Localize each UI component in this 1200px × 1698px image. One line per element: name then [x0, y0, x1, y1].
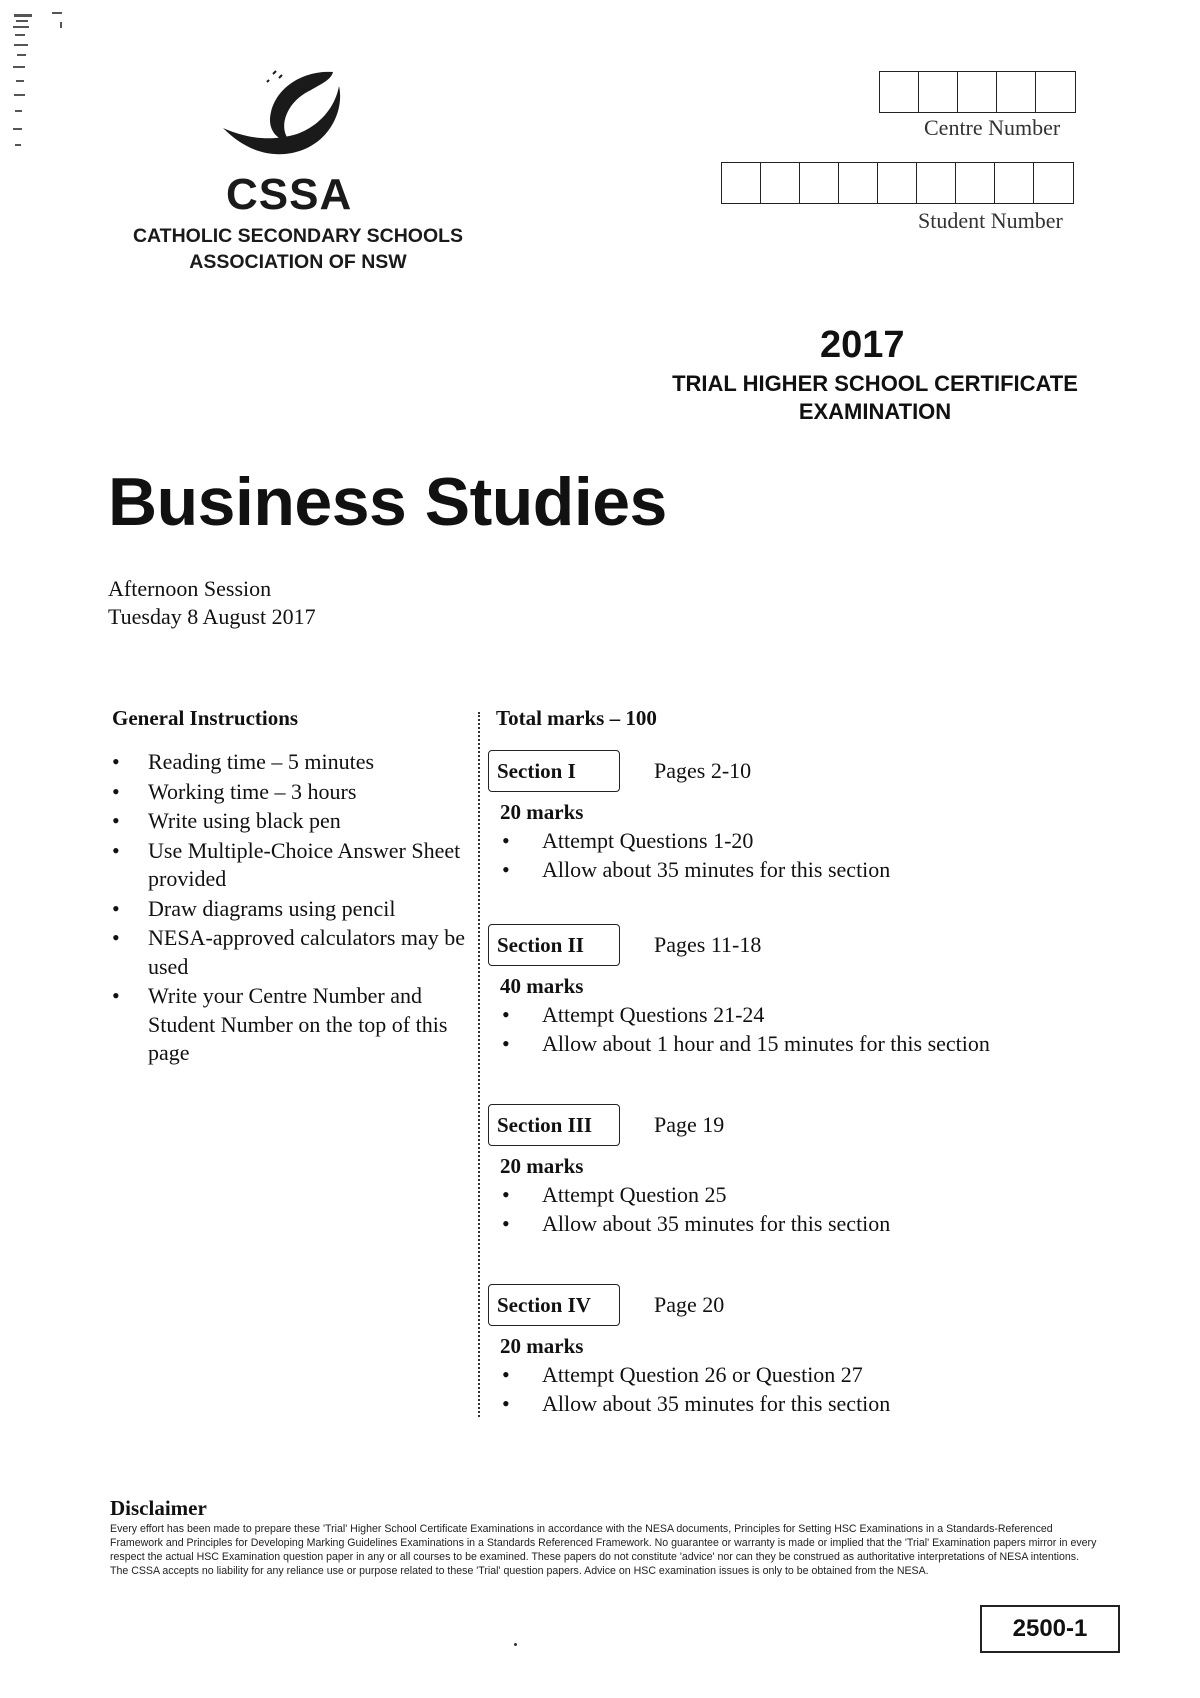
section-instructions — [488, 1360, 1088, 1418]
section-instruction-item: • Allow about 35 minutes for this section — [500, 855, 1088, 884]
centre-number-digit-box[interactable] — [997, 72, 1036, 112]
section-2 — [488, 922, 1088, 1058]
centre-number-digit-box[interactable] — [1036, 72, 1075, 112]
exam-title — [640, 370, 1110, 426]
session-info — [108, 575, 316, 631]
section-instructions — [488, 826, 1088, 884]
subject-title: Business Studies — [108, 464, 667, 540]
section-label-box: Section III — [488, 1104, 620, 1146]
section-instruction-item: • Allow about 1 hour and 15 minutes for this section — [500, 1029, 1088, 1058]
student-number-label: Student Number — [918, 208, 1063, 233]
instruction-item: • Write your Centre Number and Student Number on the top of this page — [108, 982, 480, 1068]
exam-year: 2017 — [820, 324, 905, 366]
section-instruction-item: • Attempt Questions 21-24 — [500, 1000, 1088, 1029]
student-number-digit-box[interactable] — [1034, 163, 1073, 203]
exam-title-line1: TRIAL HIGHER SCHOOL CERTIFICATE — [672, 371, 1078, 396]
centre-number-label: Centre Number — [924, 115, 1061, 140]
section-label-box: Section IV — [488, 1284, 620, 1326]
centre-number-digit-box[interactable] — [880, 72, 919, 112]
centre-number-digit-box[interactable] — [919, 72, 958, 112]
org-abbreviation: CSSA — [226, 170, 353, 219]
section-label-box: Section I — [488, 750, 620, 792]
paper-code: 2500-1 — [980, 1605, 1120, 1653]
student-number-digit-box[interactable] — [722, 163, 761, 203]
section-pages: Pages 2-10 — [654, 758, 752, 783]
section-instruction-item: • Attempt Question 25 — [500, 1180, 1088, 1209]
student-number-digit-box[interactable] — [761, 163, 800, 203]
section-instructions — [488, 1000, 1088, 1058]
centre-number-boxes[interactable] — [879, 71, 1076, 113]
total-marks: Total marks – 100 — [496, 706, 657, 730]
session-name: Afternoon Session — [108, 576, 272, 601]
section-pages: Page 20 — [654, 1292, 725, 1317]
student-number-digit-box[interactable] — [839, 163, 878, 203]
student-number-digit-box[interactable] — [995, 163, 1034, 203]
section-3 — [488, 1102, 1088, 1238]
student-number-digit-box[interactable] — [917, 163, 956, 203]
instruction-item: • NESA-approved calculators may be used — [108, 924, 480, 981]
scan-speck — [514, 1643, 517, 1646]
column-divider — [478, 712, 480, 1417]
instruction-item: • Working time – 3 hours — [108, 778, 480, 807]
section-label-box: Section II — [488, 924, 620, 966]
instruction-item: • Use Multiple-Choice Answer Sheet provided — [108, 837, 480, 894]
general-instructions-list — [108, 748, 480, 1069]
disclaimer-heading: Disclaimer — [110, 1496, 207, 1520]
student-number-digit-box[interactable] — [956, 163, 995, 203]
section-instruction-item: • Allow about 35 minutes for this section — [500, 1389, 1088, 1418]
org-name-line1: CATHOLIC SECONDARY SCHOOLS — [132, 225, 464, 247]
instruction-item: • Draw diagrams using pencil — [108, 895, 480, 924]
student-number-boxes[interactable] — [721, 162, 1074, 204]
student-number-digit-box[interactable] — [878, 163, 917, 203]
general-instructions-heading: General Instructions — [112, 706, 299, 730]
section-marks: 20 marks — [500, 1334, 584, 1358]
exam-date: Tuesday 8 August 2017 — [108, 604, 316, 629]
exam-title-line2: EXAMINATION — [798, 399, 952, 424]
section-pages: Pages 11-18 — [654, 932, 762, 957]
section-pages: Page 19 — [654, 1112, 725, 1137]
org-name — [100, 223, 496, 275]
section-1 — [488, 748, 1088, 884]
instruction-item: • Reading time – 5 minutes — [108, 748, 480, 777]
section-instruction-item: • Allow about 35 minutes for this section — [500, 1209, 1088, 1238]
cssa-logo-icon — [215, 66, 375, 166]
section-marks: 20 marks — [500, 800, 584, 824]
section-4 — [488, 1282, 1088, 1418]
instruction-item: • Write using black pen — [108, 807, 480, 836]
section-instruction-item: • Attempt Question 26 or Question 27 — [500, 1360, 1088, 1389]
section-marks: 20 marks — [500, 1154, 584, 1178]
section-instructions — [488, 1180, 1088, 1238]
disclaimer-text: Every effort has been made to prepare these 'Trial' Higher School Certificate Examinations in accordance with the NESA documents, Principles for Setting HSC Examinations in a Standards-Referenced Framework and Principles for Developing Marking Guidelines Examinations in a Standards Referenced Framework. No guarantee or warranty is made or implied that the 'Trial' Examination papers mirror in every respect the actual HSC Examination question paper in any or all courses to be examined. These papers do not constitute 'advice' nor can they be construed as authoritative interpretations of NESA intentions. The CSSA accepts no liability for any reliance use or purpose related to these 'Trial' question papers. Advice on HSC examination issues is only to be obtained from the NESA. — [110, 1523, 1097, 1577]
student-number-digit-box[interactable] — [800, 163, 839, 203]
org-name-line2: ASSOCIATION OF NSW — [189, 251, 407, 273]
scan-artifact — [12, 10, 64, 160]
section-marks: 40 marks — [500, 974, 584, 998]
centre-number-digit-box[interactable] — [958, 72, 997, 112]
section-instruction-item: • Attempt Questions 1-20 — [500, 826, 1088, 855]
